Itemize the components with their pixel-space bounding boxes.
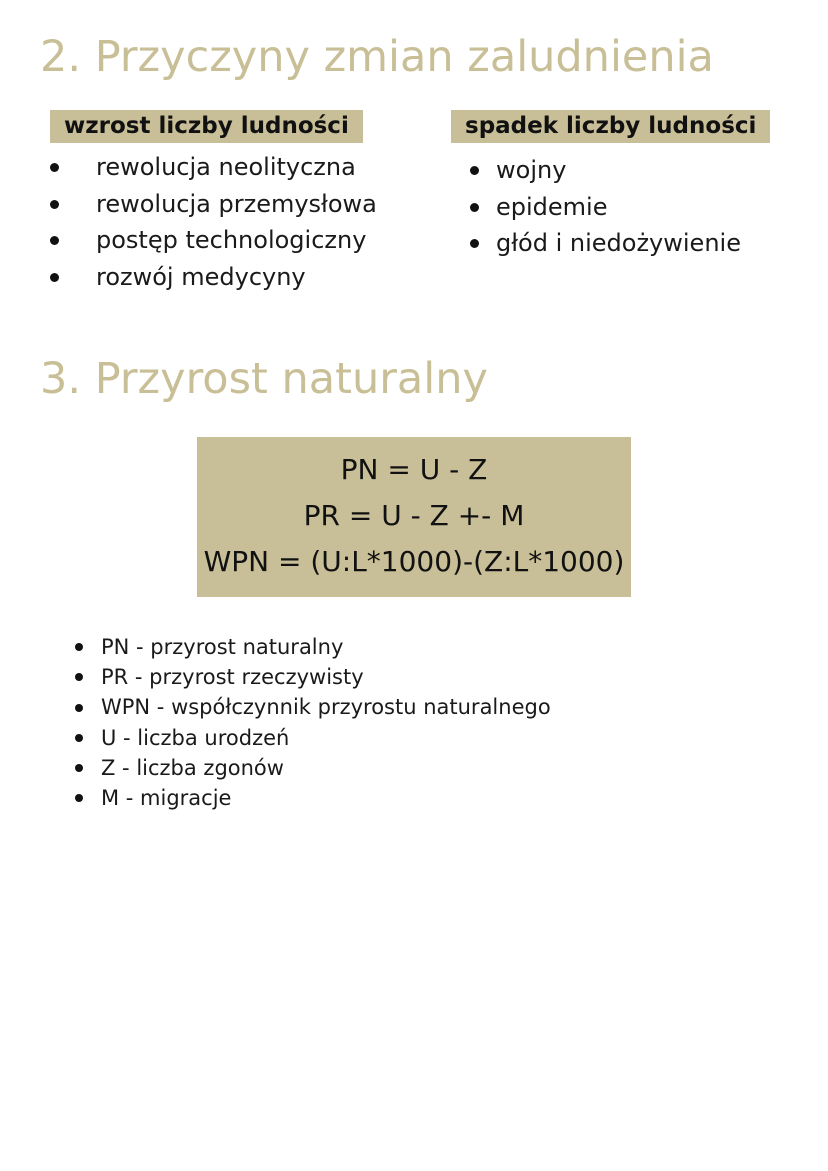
formula-pn: PN = U - Z: [340, 453, 488, 486]
section-2-heading: 2. Przyczyny zmian zaludnienia: [40, 32, 714, 82]
list-item: epidemie: [451, 189, 770, 226]
decrease-list: [451, 152, 770, 262]
list-item: rewolucja przemysłowa: [50, 186, 377, 223]
decrease-column: [451, 110, 770, 262]
bullet-icon: [50, 163, 59, 172]
bullet-icon: [75, 764, 83, 772]
list-item: WPN - współczynnik przyrostu naturalnego: [75, 692, 551, 722]
list-item: głód i niedożywienie: [451, 225, 770, 262]
bullet-icon: [470, 239, 479, 248]
increase-label: wzrost liczby ludności: [50, 110, 363, 143]
list-item: rewolucja neolityczna: [50, 149, 377, 186]
decrease-label: spadek liczby ludności: [451, 110, 770, 143]
increase-list: [50, 149, 377, 295]
list-item: rozwój medycyny: [50, 259, 377, 296]
list-item: wojny: [451, 152, 770, 189]
bullet-icon: [75, 643, 83, 651]
bullet-icon: [75, 704, 83, 712]
formula-wpn: WPN = (U:L*1000)-(Z:L*1000): [203, 545, 625, 578]
bullet-icon: [50, 236, 59, 245]
list-item: PN - przyrost naturalny: [75, 632, 551, 662]
list-item: PR - przyrost rzeczywisty: [75, 662, 551, 692]
list-item: M - migracje: [75, 783, 551, 813]
increase-column: [50, 110, 377, 295]
legend-list: [75, 632, 551, 813]
formula-pr: PR = U - Z +- M: [303, 499, 525, 532]
bullet-icon: [75, 673, 83, 681]
bullet-icon: [50, 200, 59, 209]
bullet-icon: [75, 794, 83, 802]
section-3-heading: 3. Przyrost naturalny: [40, 354, 488, 404]
bullet-icon: [470, 203, 479, 212]
list-item: Z - liczba zgonów: [75, 753, 551, 783]
bullet-icon: [75, 734, 83, 742]
list-item: U - liczba urodzeń: [75, 723, 551, 753]
formula-box: [197, 437, 631, 597]
bullet-icon: [50, 273, 59, 282]
list-item: postęp technologiczny: [50, 222, 377, 259]
bullet-icon: [470, 166, 479, 175]
